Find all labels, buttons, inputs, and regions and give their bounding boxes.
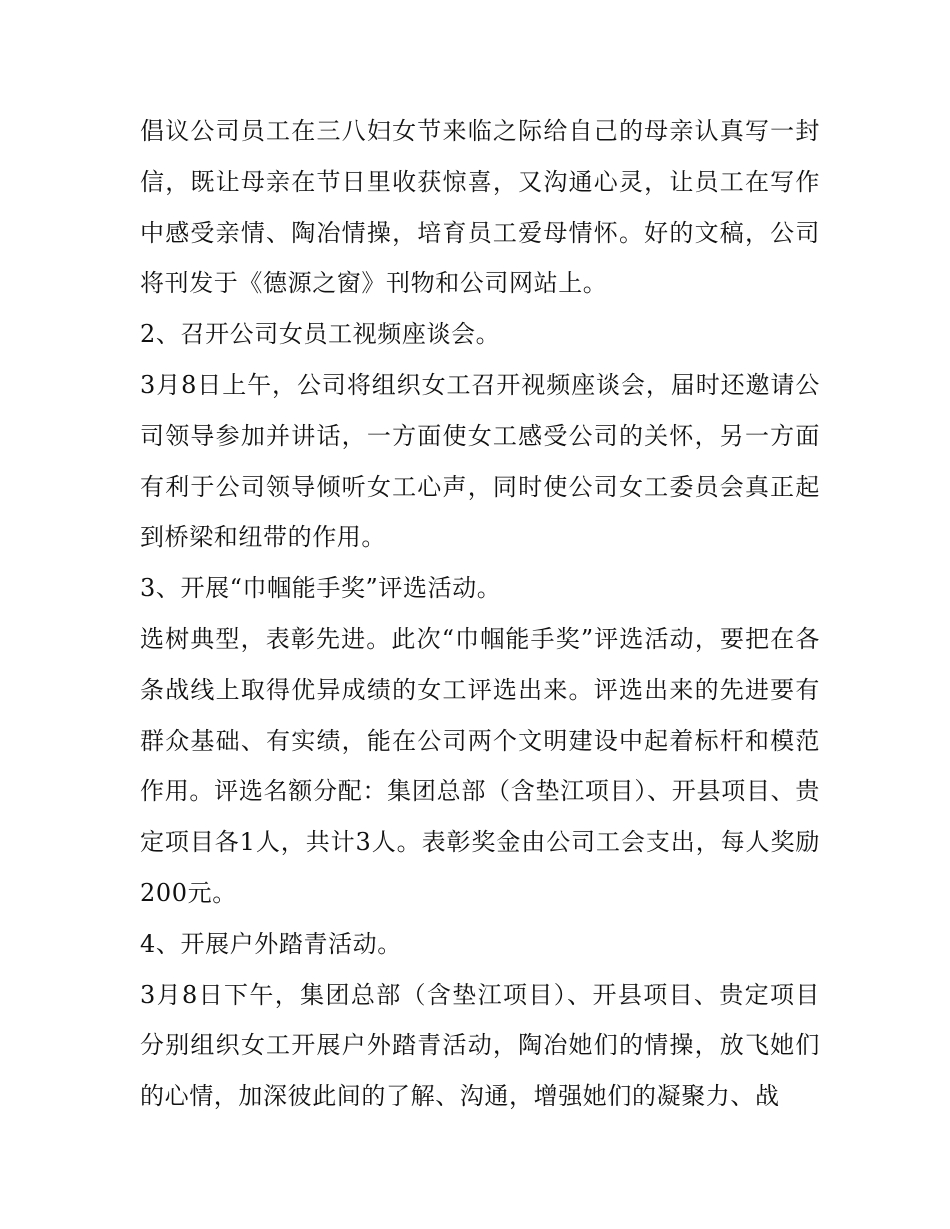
heading-outdoor-outing: 4、开展户外踏青活动。: [140, 929, 402, 958]
heading-award-selection: 3、开展“巾帼能手奖”评选活动。: [140, 574, 502, 603]
paragraph-letter-to-mother: 倡议公司员工在三八妇女节来临之际给自己的母亲认真写一封信，既让母亲在节日里收获惊喜，又沟通心灵，让员工在写作中感受亲情、陶冶情操，培育员工爱母情怀。好的文稿，公司将刊发于《德源之窗》刊物和公司网站上。: [140, 117, 820, 298]
document-body: [140, 106, 820, 1122]
paragraph-outdoor-outing: 3月8日下午，集团总部（含垫江项目）、开县项目、贵定项目分别组织女工开展户外踏青活动，陶冶她们的情操，放飞她们的心情，加深彼此间的了解、沟通，增强她们的凝聚力、战: [140, 980, 820, 1111]
paragraph-award-selection: 选树典型，表彰先进。此次“巾帼能手奖”评选活动，要把在各条战线上取得优异成绩的女工评选出来。评选出来的先进要有群众基础、有实绩，能在公司两个文明建设中起着标杆和模范作用。评选名额分配：集团总部（含垫江项目）、开县项目、贵定项目各1人，共计3人。表彰奖金由公司工会支出，每人奖励200元。: [140, 624, 820, 907]
paragraph-video-forum: 3月8日上午，公司将组织女工召开视频座谈会，届时还邀请公司领导参加并讲话，一方面使女工感受公司的关怀，另一方面有利于公司领导倾听女工心声，同时使公司女工委员会真正起到桥梁和纽带的作用。: [140, 370, 820, 552]
heading-video-forum: 2、召开公司女员工视频座谈会。: [140, 320, 501, 349]
